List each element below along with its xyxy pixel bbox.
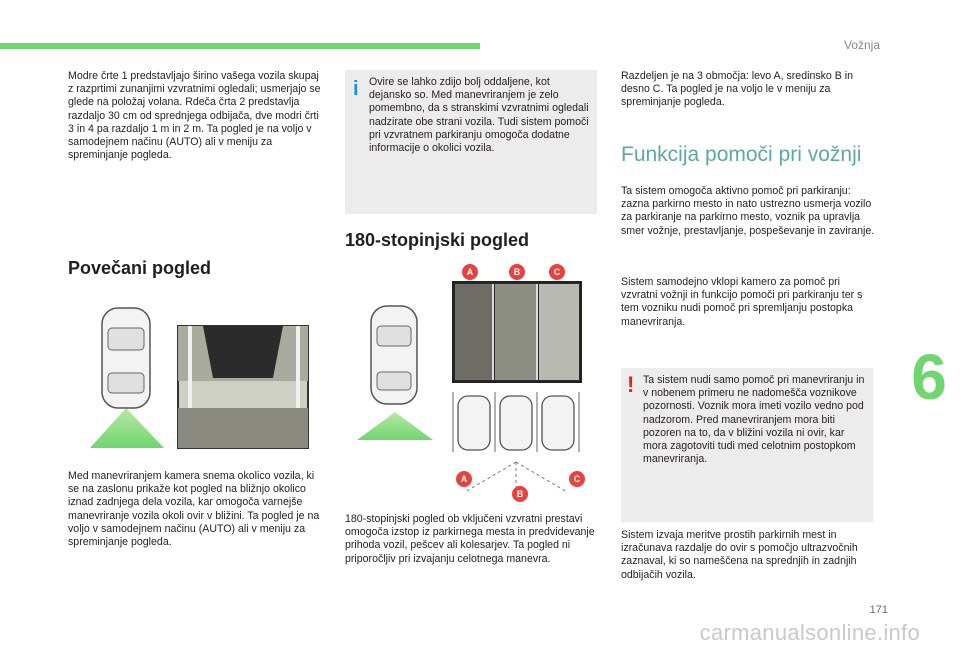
zone-label-a-bottom: A	[456, 471, 472, 487]
chapter-title: Vožnja	[843, 38, 880, 52]
heading-zoom-view: Povečani pogled	[68, 258, 212, 278]
warning-icon: !	[627, 372, 635, 397]
col2-body: 180-stopinjski pogled ob vključeni vzvratni prestavi omogoča izstop iz parkirnega mesta in predvidevanje prihoda vozil, pešcev ali kolesarjev. Ta pogled ni priporočljiv pri izvajanju celotnega manevra.	[345, 513, 595, 565]
180-view-illustration	[345, 262, 595, 502]
heading-park-assist: Funkcija pomoči pri vožnji	[621, 143, 862, 166]
zone-label-c-top: C	[549, 264, 565, 280]
info-text: Ovire se lahko zdijo bolj oddaljene, kot dejansko so. Med manevriranjem je zelo pomembno, da s stranskimi vzvratnimi ogledali nadzirate obe strani vozila. Tudi sistem pomoči pri vzvratnem parkiranju omogoča dodatne informacije o okolici vozila.	[369, 76, 589, 155]
watermark: carmanualsonline.info	[699, 620, 920, 645]
col3-p1: Ta sistem omogoča aktivno pomoč pri parkiranju: zazna parkirno mesto in nato ustrezno usmerja vozilo za parkiranje na parkirno mesto, voznik pa upravlja smer vožnje, prestavljanje, pospeševanje in zaviranje.	[621, 185, 875, 237]
col3-p3: Sistem izvaja meritve prostih parkirnih mest in izračunava razdalje do ovir s pomočjo ultrazvočnih zaznaval, ki so nameščena na sprednjih in zadnjih odbijačih vozila.	[621, 529, 858, 581]
info-icon: i	[353, 78, 359, 100]
page-number: 171	[869, 604, 888, 616]
chapter-tab-number: 6	[911, 341, 947, 413]
zoom-view-illustration	[68, 298, 318, 458]
header-accent-bar	[0, 43, 480, 49]
col3-p2: Sistem samodejno vklopi kamero za pomoč pri vzvratni vožnji in funkcijo pomoči pri parkiranju ter s tem vozniku nudi pomoč pri spremljanju postopka manevriranja.	[621, 276, 863, 328]
col3-intro: Razdeljen je na 3 območja: levo A, sredinsko B in desno C. Ta pogled je na voljo le v meniju za spreminjanje pogleda.	[621, 70, 854, 109]
col1-body: Med manevriranjem kamera snema okolico vozila, ki se na zaslonu prikaže kot pogled na bližnjo okolico iznad zadnjega dela vozila, kar omogoča varnejše manevriranje vozila okoli ovir v bližini. Ta pogled je na voljo v samodejnem načinu (AUTO) ali v meniju za spreminjanje pogleda.	[68, 470, 320, 549]
zone-label-c-bottom: C	[569, 471, 585, 487]
zone-label-b-bottom: B	[512, 486, 528, 502]
camera-field-shape	[90, 408, 164, 448]
heading-180-view: 180-stopinjski pogled	[345, 230, 530, 250]
warning-text: Ta sistem nudi samo pomoč pri manevriranju in v nobenem primeru ne nadomešča voznikove pozornosti. Voznik mora imeti vozilo vedno pod nadzorom. Pred manevriranjem mora biti pozoren na to, da v bližini vozila ni ovir, kar mora zagotoviti tudi med celotnim postopkom manevriranja.	[643, 374, 865, 466]
col1-intro: Modre črte 1 predstavljajo širino vašega vozila skupaj z razprtimi zunanjimi vzvratnimi ogledali; usmerjajo se glede na položaj volana. Rdeča črta 2 predstavlja razdaljo 30 cm od sprednjega odbijača, dve modri črti 3 in 4 pa razdaljo 1 m in 2 m. Ta pogled je na voljo v samodejnem načinu (AUTO) ali v meniju za spreminjanje pogleda.	[68, 70, 321, 162]
zone-label-a-top: A	[462, 264, 478, 280]
info-box	[345, 70, 597, 214]
warning-box	[621, 368, 873, 522]
camera-field-shape	[357, 412, 433, 440]
parked-cars	[453, 392, 579, 452]
zone-label-b-top: B	[509, 264, 525, 280]
